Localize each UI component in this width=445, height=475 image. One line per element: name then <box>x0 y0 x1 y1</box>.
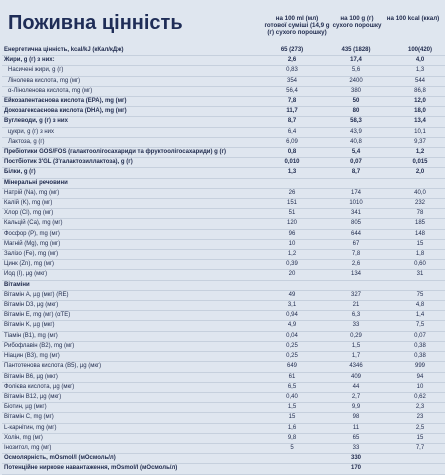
row-value: 86,8 <box>388 86 445 96</box>
row-value: 1,2 <box>388 148 445 158</box>
row-value: 7,8 <box>260 97 324 107</box>
row-label: Кальцій (Ca), mg (мг) <box>2 219 260 229</box>
row-label: Інозитол, mg (мг) <box>2 443 260 453</box>
row-value <box>260 280 324 290</box>
row-value: 1,4 <box>388 311 445 321</box>
row-value: 78 <box>388 209 445 219</box>
row-value: 409 <box>324 372 388 382</box>
row-value <box>388 178 445 188</box>
table-row <box>2 219 445 229</box>
row-value: 3,1 <box>260 301 324 311</box>
row-value: 0,015 <box>388 158 445 168</box>
row-value: 31 <box>388 270 445 280</box>
table-row <box>2 464 445 474</box>
row-value: 98 <box>324 413 388 423</box>
row-label: Вітамін A, µg (мкг) (RE) <box>2 290 260 300</box>
row-label: Калій (K), mg (мг) <box>2 199 260 209</box>
row-value: 170 <box>324 464 388 474</box>
row-label: Вітамін C, mg (мг) <box>2 413 260 423</box>
row-label: Вітамін B12, µg (мкг) <box>2 392 260 402</box>
table-row <box>2 76 445 86</box>
table-row <box>2 117 445 127</box>
row-value: 0,38 <box>388 352 445 362</box>
row-label: Ейкозапентаєнова кислота (EPA), mg (мг) <box>2 97 260 107</box>
row-value: 50 <box>324 97 388 107</box>
row-value: 80 <box>324 107 388 117</box>
row-value: 6,09 <box>260 137 324 147</box>
row-label: Жири, g (г) з них: <box>2 56 260 66</box>
table-row <box>2 433 445 443</box>
row-value: 44 <box>324 382 388 392</box>
row-value <box>260 178 324 188</box>
page-title: Поживна цінність <box>8 12 183 34</box>
row-label: α-Ліноленова кислота, mg (мг) <box>2 86 260 96</box>
row-label: Докозагексаєнова кислота (DHA), mg (мг) <box>2 107 260 117</box>
table-row <box>2 260 445 270</box>
table-row <box>2 188 445 198</box>
row-label: Хлор (Cl), mg (мг) <box>2 209 260 219</box>
row-value: 5,6 <box>324 66 388 76</box>
row-label: Лінолева кислота, mg (мг) <box>2 76 260 86</box>
row-value: 0,29 <box>324 331 388 341</box>
table-row <box>2 178 445 188</box>
row-value: 9,9 <box>324 403 388 413</box>
row-value: 10 <box>388 382 445 392</box>
row-value: 15 <box>388 239 445 249</box>
row-value: 185 <box>388 219 445 229</box>
row-value: 151 <box>260 199 324 209</box>
row-value: 40,8 <box>324 137 388 147</box>
row-value: 1,5 <box>324 341 388 351</box>
row-value: 8,7 <box>324 168 388 178</box>
row-value: 0,40 <box>260 392 324 402</box>
table-row <box>2 66 445 76</box>
table-row <box>2 270 445 280</box>
row-value: 174 <box>324 188 388 198</box>
row-value: 12,0 <box>388 97 445 107</box>
row-value: 0,07 <box>388 331 445 341</box>
row-label: Тіамін (B1), mg (мг) <box>2 331 260 341</box>
table-row <box>2 250 445 260</box>
row-value: 11,7 <box>260 107 324 117</box>
row-value <box>388 464 445 474</box>
row-value <box>388 454 445 464</box>
column-header-per-100ml: на 100 ml (мл) готової суміші (14,9 g (г) сухого порошку) <box>264 15 330 36</box>
row-value: 26 <box>260 188 324 198</box>
table-row <box>2 97 445 107</box>
row-value <box>260 464 324 474</box>
row-value: 232 <box>388 199 445 209</box>
row-value: 58,3 <box>324 117 388 127</box>
table-row <box>2 148 445 158</box>
row-value: 0,38 <box>388 341 445 351</box>
row-label: Натрій (Na), mg (мг) <box>2 188 260 198</box>
row-value <box>388 280 445 290</box>
row-label: Вітамін D3, µg (мкг) <box>2 301 260 311</box>
row-value: 100(420) <box>388 46 445 56</box>
table-row <box>2 107 445 117</box>
row-label: Насичені жири, g (г) <box>2 66 260 76</box>
column-header-per-100g: на 100 g (г) сухого порошку <box>332 15 382 29</box>
row-value: 2,3 <box>388 403 445 413</box>
row-label: Лактоза, g (г) <box>2 137 260 147</box>
table-row <box>2 46 445 56</box>
row-value: 4,0 <box>388 56 445 66</box>
row-value: 23 <box>388 413 445 423</box>
row-value: 2400 <box>324 76 388 86</box>
table-row <box>2 392 445 402</box>
table-row <box>2 362 445 372</box>
row-label: Вуглеводи, g (г) з них <box>2 117 260 127</box>
row-label: Осмолярність, mOsmol/l (мОсмоль/л) <box>2 454 260 464</box>
row-value: 0,04 <box>260 331 324 341</box>
row-label: L-карнітин, mg (мг) <box>2 423 260 433</box>
row-value: 330 <box>324 454 388 464</box>
row-value: 644 <box>324 229 388 239</box>
table-row <box>2 403 445 413</box>
table-row <box>2 199 445 209</box>
row-value: 11 <box>324 423 388 433</box>
row-value: 20 <box>260 270 324 280</box>
table-row <box>2 158 445 168</box>
row-value: 1010 <box>324 199 388 209</box>
row-value: 96 <box>260 229 324 239</box>
row-value: 4,9 <box>260 321 324 331</box>
row-value: 15 <box>260 413 324 423</box>
table-row <box>2 168 445 178</box>
row-value: 0,8 <box>260 148 324 158</box>
row-value: 10,1 <box>388 127 445 137</box>
row-value: 0,94 <box>260 311 324 321</box>
row-value: 805 <box>324 219 388 229</box>
row-label: Вітамін B6, µg (мкг) <box>2 372 260 382</box>
row-value: 0,62 <box>388 392 445 402</box>
table-row <box>2 454 445 464</box>
row-value: 5,4 <box>324 148 388 158</box>
row-value: 1,7 <box>324 352 388 362</box>
table-row <box>2 137 445 147</box>
row-value: 65 (273) <box>260 46 324 56</box>
table-row <box>2 382 445 392</box>
row-value: 51 <box>260 209 324 219</box>
table-row <box>2 280 445 290</box>
row-value: 1,5 <box>260 403 324 413</box>
row-label: Йод (I), µg (мкг) <box>2 270 260 280</box>
row-value: 134 <box>324 270 388 280</box>
row-label: Вітамін E, mg (мг) (αTE) <box>2 311 260 321</box>
row-value: 61 <box>260 372 324 382</box>
row-value: 33 <box>324 443 388 453</box>
row-value: 0,83 <box>260 66 324 76</box>
row-value: 0,60 <box>388 260 445 270</box>
row-value: 94 <box>388 372 445 382</box>
row-label: Фолієва кислота, µg (мкг) <box>2 382 260 392</box>
row-label: Постбіотик 3'GL (3'галактозиллактоза), g (г) <box>2 158 260 168</box>
row-value: 40,0 <box>388 188 445 198</box>
nutrition-table <box>2 46 445 475</box>
row-label: Цинк (Zn), mg (мг) <box>2 260 260 270</box>
table-row <box>2 331 445 341</box>
row-label: Ніацин (B3), mg (мг) <box>2 352 260 362</box>
row-label: Потенційне ниркове навантаження, mOsmol/l (мОсмоль/л) <box>2 464 260 474</box>
column-header-per-100kcal: на 100 kcal (ккал) <box>386 15 440 22</box>
table-row <box>2 423 445 433</box>
table-row <box>2 56 445 66</box>
table-row <box>2 127 445 137</box>
row-value: 2,5 <box>388 423 445 433</box>
table-row <box>2 321 445 331</box>
row-value: 5 <box>260 443 324 453</box>
row-value: 2,7 <box>324 392 388 402</box>
row-value: 65 <box>324 433 388 443</box>
row-value: 6,4 <box>260 127 324 137</box>
row-value: 9,37 <box>388 137 445 147</box>
row-value: 354 <box>260 76 324 86</box>
table-row <box>2 209 445 219</box>
row-label: Вітаміни <box>2 280 260 290</box>
row-value: 999 <box>388 362 445 372</box>
table-row <box>2 372 445 382</box>
table-row <box>2 86 445 96</box>
row-value: 21 <box>324 301 388 311</box>
row-value: 33 <box>324 321 388 331</box>
row-label: Мінеральні речовини <box>2 178 260 188</box>
row-value: 8,7 <box>260 117 324 127</box>
row-value: 4,8 <box>388 301 445 311</box>
table-row <box>2 341 445 351</box>
row-label: Біотин, µg (мкг) <box>2 403 260 413</box>
row-value: 327 <box>324 290 388 300</box>
row-label: Рибофлавін (B2), mg (мг) <box>2 341 260 351</box>
row-value <box>260 454 324 464</box>
row-value: 17,4 <box>324 56 388 66</box>
row-value: 1,2 <box>260 250 324 260</box>
row-value: 0,010 <box>260 158 324 168</box>
row-value: 1,3 <box>388 66 445 76</box>
row-value: 1,6 <box>260 423 324 433</box>
row-value: 43,9 <box>324 127 388 137</box>
table-row <box>2 311 445 321</box>
row-value <box>324 280 388 290</box>
row-value: 0,07 <box>324 158 388 168</box>
row-value: 0,39 <box>260 260 324 270</box>
row-value: 120 <box>260 219 324 229</box>
row-value: 2,6 <box>324 260 388 270</box>
row-value: 6,5 <box>260 382 324 392</box>
row-value: 0,25 <box>260 352 324 362</box>
table-row <box>2 352 445 362</box>
row-value: 6,3 <box>324 311 388 321</box>
table-row <box>2 290 445 300</box>
row-value <box>324 178 388 188</box>
row-label: Білки, g (г) <box>2 168 260 178</box>
row-value: 10 <box>260 239 324 249</box>
row-value: 380 <box>324 86 388 96</box>
row-value: 2,0 <box>388 168 445 178</box>
row-label: Залізо (Fe), mg (мг) <box>2 250 260 260</box>
row-value: 148 <box>388 229 445 239</box>
table-row <box>2 229 445 239</box>
row-label: Холін, mg (мг) <box>2 433 260 443</box>
row-value: 56,4 <box>260 86 324 96</box>
table-row <box>2 413 445 423</box>
row-value: 75 <box>388 290 445 300</box>
row-value: 0,25 <box>260 341 324 351</box>
row-value: 1,8 <box>388 250 445 260</box>
row-value: 544 <box>388 76 445 86</box>
row-value: 341 <box>324 209 388 219</box>
row-label: Пантотенова кислота (B5), µg (мкг) <box>2 362 260 372</box>
row-label: Магній (Mg), mg (мг) <box>2 239 260 249</box>
table-row <box>2 239 445 249</box>
row-value: 49 <box>260 290 324 300</box>
row-value: 649 <box>260 362 324 372</box>
row-value: 18,0 <box>388 107 445 117</box>
row-value: 7,8 <box>324 250 388 260</box>
table-row <box>2 301 445 311</box>
row-value: 9,8 <box>260 433 324 443</box>
row-value: 2,6 <box>260 56 324 66</box>
row-value: 15 <box>388 433 445 443</box>
row-value: 7,5 <box>388 321 445 331</box>
row-label: цукри, g (г) з них <box>2 127 260 137</box>
row-label: Енергетична цінність, kcal/kJ (кКал/кДж) <box>2 46 260 56</box>
row-value: 1,3 <box>260 168 324 178</box>
row-label: Вітамін K, µg (мкг) <box>2 321 260 331</box>
row-value: 67 <box>324 239 388 249</box>
row-label: Фосфор (P), mg (мг) <box>2 229 260 239</box>
row-value: 4346 <box>324 362 388 372</box>
row-value: 7,7 <box>388 443 445 453</box>
row-label: Пребіотики GOS/FOS (галактоолігосахариди та фруктоолігосахариди) g (г) <box>2 148 260 158</box>
row-value: 13,4 <box>388 117 445 127</box>
row-value: 435 (1828) <box>324 46 388 56</box>
